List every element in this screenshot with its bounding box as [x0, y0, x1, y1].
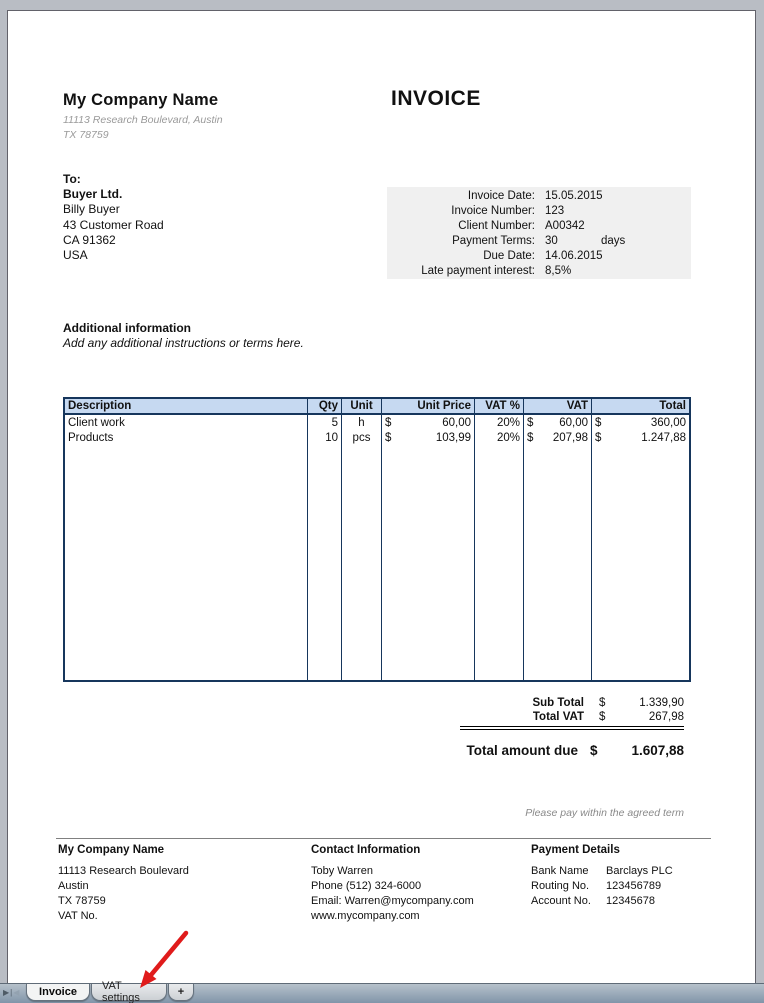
add-sheet-tab[interactable]	[168, 984, 194, 1001]
footer-contact-line: Phone (512) 324-6000	[311, 880, 422, 892]
cell-unit[interactable]: h	[342, 415, 382, 430]
additional-info-note[interactable]: Add any additional instructions or terms here.	[63, 336, 304, 350]
footer-payment-row	[531, 879, 673, 894]
footer-contact-column	[311, 843, 474, 924]
detail-label: Invoice Number:	[451, 205, 535, 217]
detail-row-late-interest	[387, 265, 691, 280]
header-vat: VAT	[524, 399, 592, 413]
payment-value: Barclays PLC	[606, 865, 673, 877]
recipient-to-label: To:	[63, 172, 81, 186]
invoice-sheet	[7, 10, 756, 983]
sheet-tab-bar	[0, 980, 764, 1003]
plus-icon: +	[177, 986, 185, 998]
detail-row-payment-terms	[387, 235, 691, 250]
currency-symbol: $	[527, 431, 534, 444]
detail-label: Client Number:	[458, 220, 535, 232]
currency-symbol: $	[527, 416, 534, 429]
detail-suffix: days	[601, 235, 626, 247]
total-vat-value: 267,98	[648, 711, 684, 723]
sheet-tab-vat-settings[interactable]: VAT settings	[91, 984, 167, 1001]
recipient-line[interactable]: CA 91362	[63, 232, 116, 247]
header-unit: Unit	[342, 399, 382, 413]
cell-total[interactable]: $ 360,00	[595, 416, 686, 429]
footer-company-line: VAT No.	[58, 910, 98, 922]
payment-value: 12345678	[606, 895, 655, 907]
footer-company-column	[58, 843, 189, 924]
cell-vat-pct[interactable]: 20%	[475, 415, 524, 430]
detail-value[interactable]: 8,5%	[545, 265, 572, 277]
header-qty: Qty	[308, 399, 342, 413]
total-vat-label: Total VAT	[532, 711, 584, 723]
footer-company-line: Austin	[58, 880, 89, 892]
subtotal-row	[388, 697, 684, 711]
total-amount-due-row	[368, 743, 684, 761]
detail-label: Invoice Date:	[467, 190, 535, 202]
cell-unit-price[interactable]: $ 103,99	[382, 430, 475, 445]
footer-contact-title: Contact Information	[311, 844, 421, 856]
company-address-line1: 11113 Research Boulevard, Austin	[63, 114, 223, 126]
table-row	[65, 430, 689, 445]
detail-label: Due Date:	[483, 250, 535, 262]
header-total: Total	[659, 400, 686, 412]
detail-label: Late payment interest:	[421, 265, 535, 277]
footer-contact-line: Email: Warren@mycompany.com	[311, 895, 474, 907]
detail-label: Payment Terms:	[452, 235, 535, 247]
total-vat-row	[388, 711, 684, 725]
cell-vat[interactable]: $ 207,98	[524, 430, 592, 445]
total-due-label: Total amount due	[466, 743, 578, 758]
footer-company-title: My Company Name	[58, 844, 165, 856]
company-name: My Company Name	[63, 91, 219, 109]
table-header-row	[65, 399, 689, 415]
footer-payment-row	[531, 864, 673, 879]
header-description: Description	[65, 399, 308, 413]
cell-vat[interactable]: $ 60,00	[524, 415, 592, 430]
recipient-line[interactable]: 43 Customer Road	[63, 217, 164, 232]
cell-description[interactable]: Products	[65, 430, 308, 445]
detail-value[interactable]: A00342	[545, 220, 585, 232]
detail-value[interactable]: 30	[545, 235, 558, 247]
footer-company-line: 11113 Research Boulevard	[58, 865, 189, 877]
detail-value[interactable]: 123	[545, 205, 565, 217]
company-address-line2: TX 78759	[63, 129, 109, 141]
additional-info-title: Additional information	[63, 321, 191, 335]
invoice-title: INVOICE	[391, 87, 481, 110]
sheet-nav-back-icon[interactable]: ◀	[13, 988, 21, 997]
table-empty-rows[interactable]	[65, 445, 689, 680]
subtotal-value: 1.339,90	[639, 697, 684, 709]
recipient-line[interactable]: Billy Buyer	[63, 202, 120, 217]
payment-note: Please pay within the agreed term	[525, 807, 684, 819]
detail-value[interactable]: 15.05.2015	[545, 190, 603, 202]
detail-row-client-number	[387, 220, 691, 235]
recipient-name[interactable]: Buyer Ltd.	[63, 187, 123, 202]
header-unit-price: Unit Price	[382, 399, 475, 413]
currency-symbol: $	[599, 697, 606, 709]
sheet-nav-forward-icon[interactable]: ▶|	[3, 988, 14, 997]
detail-row-invoice-date	[387, 190, 691, 205]
recipient-line[interactable]: USA	[63, 248, 88, 263]
footer-contact-line: www.mycompany.com	[311, 910, 420, 922]
footer-contact-line: Toby Warren	[311, 865, 373, 877]
additional-info-block	[63, 321, 304, 351]
currency-symbol: $	[599, 711, 606, 723]
cell-qty[interactable]: 5	[308, 415, 342, 430]
currency-symbol: $	[385, 431, 392, 444]
header-vat-pct: VAT %	[475, 399, 524, 413]
footer-payment-column	[531, 843, 673, 909]
currency-symbol: $	[595, 431, 602, 444]
currency-symbol: $	[590, 743, 598, 758]
detail-row-invoice-number	[387, 205, 691, 220]
sheet-tab-invoice[interactable]: Invoice	[26, 984, 90, 1001]
currency-symbol: $	[595, 416, 602, 429]
sheet-nav-icons[interactable]	[3, 988, 20, 997]
subtotal-label: Sub Total	[532, 697, 584, 709]
footer-payment-row	[531, 894, 673, 909]
cell-unit[interactable]: pcs	[342, 430, 382, 445]
cell-qty[interactable]: 10	[308, 430, 342, 445]
cell-description[interactable]: Client work	[65, 415, 308, 430]
detail-row-due-date	[387, 250, 691, 265]
detail-value[interactable]: 14.06.2015	[545, 250, 603, 262]
cell-total[interactable]: $ 1.247,88	[595, 431, 686, 444]
total-due-value: 1.607,88	[631, 743, 684, 758]
footer-payment-title: Payment Details	[531, 844, 620, 856]
payment-value: 123456789	[606, 880, 662, 892]
payment-label: Routing No.	[531, 880, 590, 892]
payment-label: Bank Name	[531, 865, 589, 877]
recipient-block	[63, 172, 164, 263]
invoice-details-box	[387, 187, 691, 279]
cell-vat-pct[interactable]: 20%	[475, 430, 524, 445]
company-header	[63, 91, 223, 143]
table-row	[65, 415, 689, 430]
totals-double-rule	[460, 726, 684, 730]
footer-divider	[56, 838, 711, 839]
currency-symbol: $	[385, 416, 392, 429]
line-items-table	[63, 397, 691, 682]
cell-unit-price[interactable]: $ 60,00	[382, 415, 475, 430]
payment-label: Account No.	[531, 895, 591, 907]
footer-company-line: TX 78759	[58, 895, 106, 907]
